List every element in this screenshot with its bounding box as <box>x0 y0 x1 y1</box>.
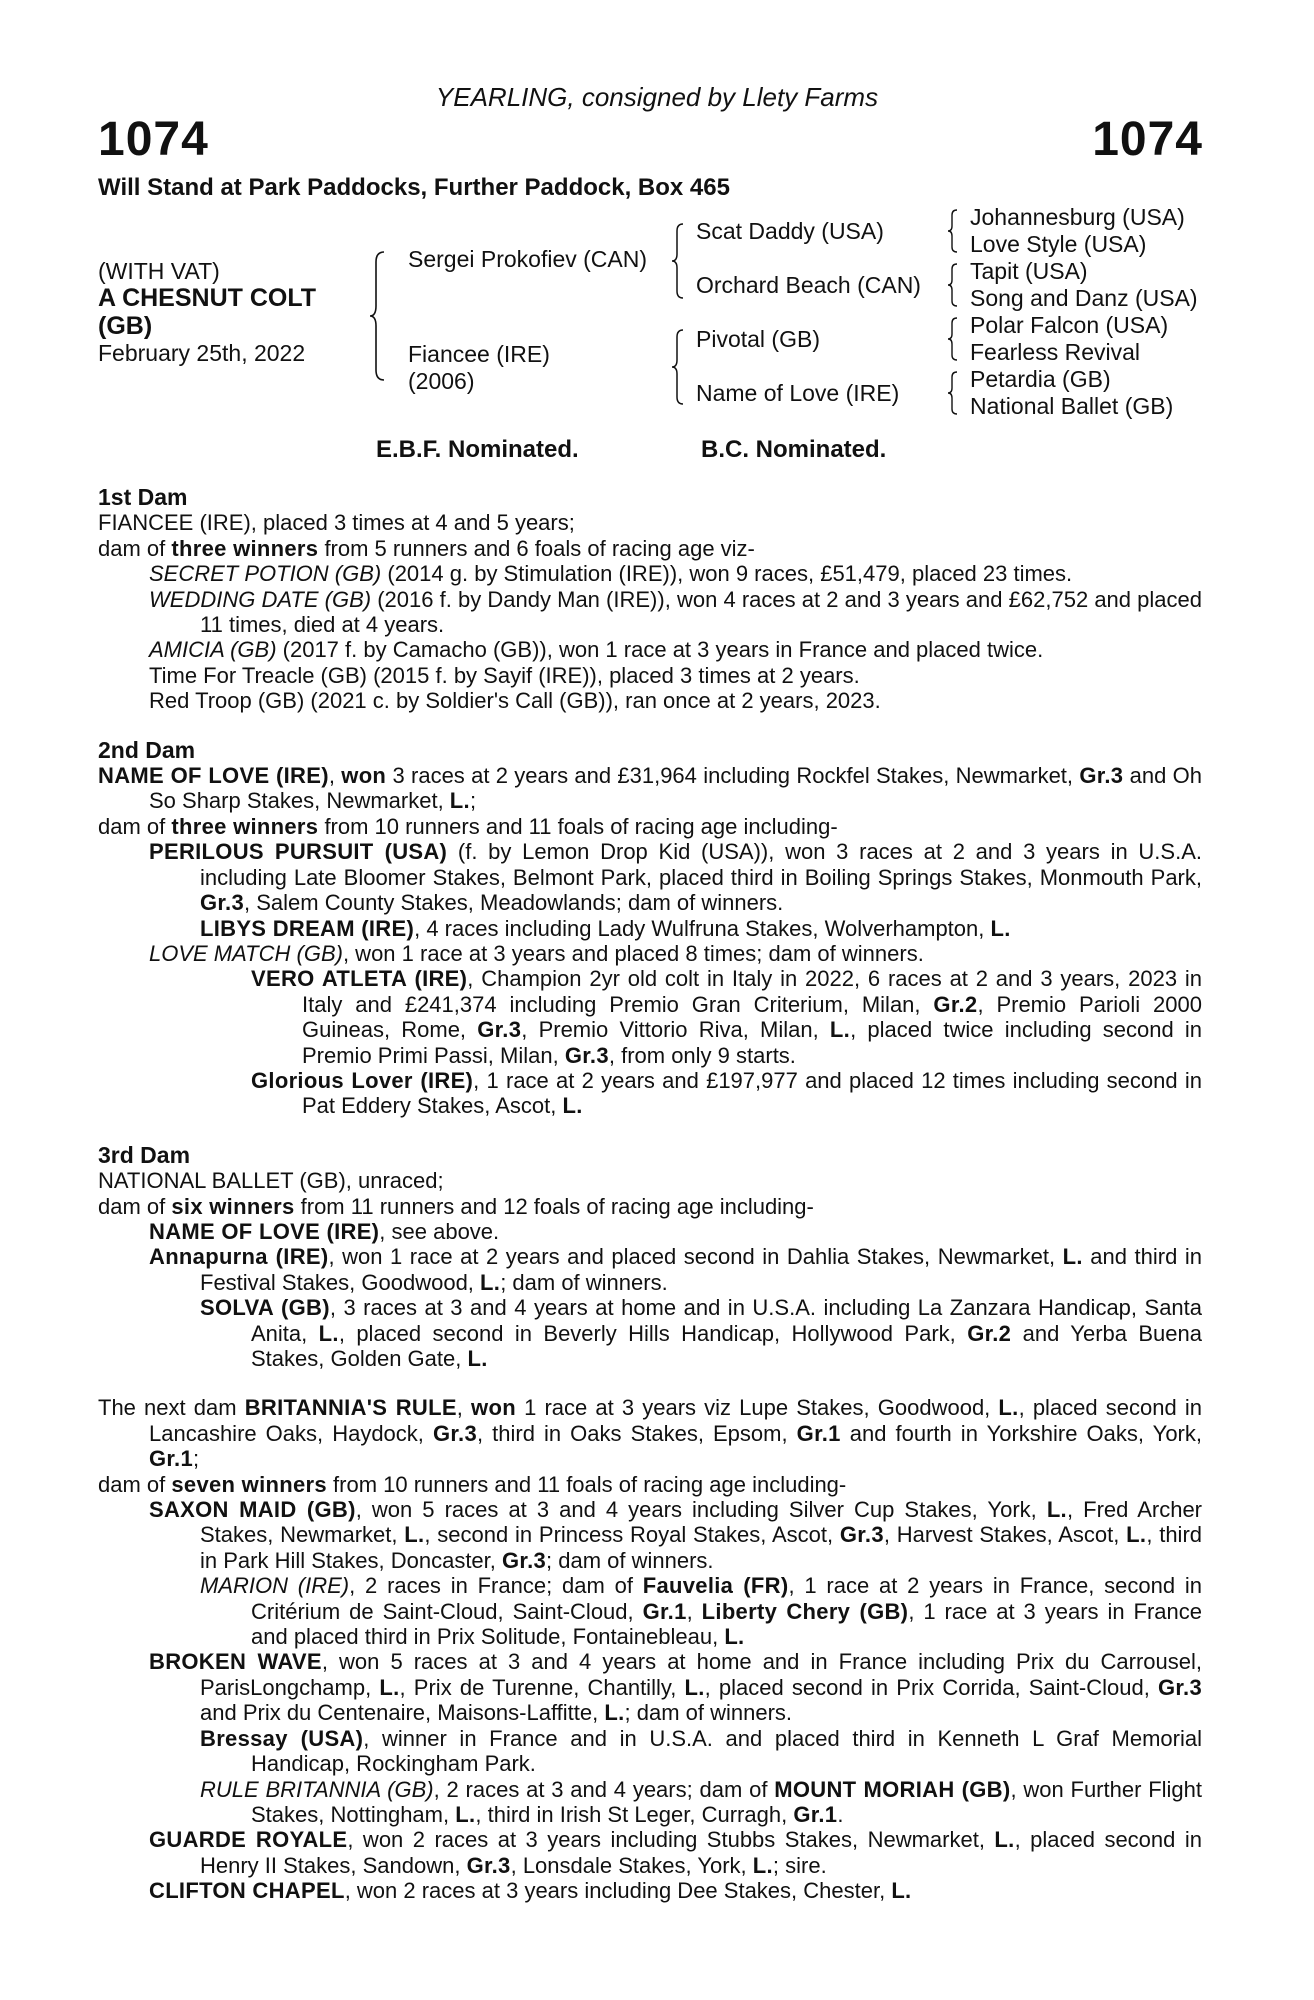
next-dam-grandproduce-marion: MARION (IRE), 2 races in France; dam of Fauvelia (FR), 1 race at 2 years in France, second in Critérium de Saint-Cloud, Saint-Cloud, Gr.1, Liberty Chery (GB), 1 race at 3 years in France and placed third in Prix Solitude, Fontainebleau, L. <box>200 1573 1203 1650</box>
first-dam-produce-4: Time For Treacle (GB) (2015 f. by Sayif (IRE)), placed 3 times at 2 years. <box>149 662 860 688</box>
foaling-date: February 25th, 2022 <box>98 340 306 366</box>
first-dam-produce-3: AMICIA (GB) (2017 f. by Camacho (GB)), won 1 race at 3 years in France and placed twice. <box>149 637 1044 663</box>
first-dam-intro: FIANCEE (IRE), placed 3 times at 4 and 5 years; <box>98 510 575 536</box>
pedigree-gen3-5: Polar Falcon (USA) <box>970 312 1169 338</box>
vat-note: (WITH VAT) <box>98 258 220 284</box>
first-dam-produce-summary: dam of three winners from 5 runners and 6 foals of racing age viz- <box>98 535 755 561</box>
third-dam-produce-name-of-love: NAME OF LOVE (IRE), see above. <box>149 1218 500 1244</box>
lot-number-right: 1074 <box>1092 113 1203 166</box>
pedigree-brace-g3-2 <box>946 262 960 308</box>
stabling-location: Will Stand at Park Paddocks, Further Paddock, Box 465 <box>98 174 730 201</box>
second-dam-grandproduce-vero-atleta: VERO ATLETA (IRE), Champion 2yr old colt in Italy in 2022, 6 races at 2 and 3 years, 2023 in Italy and £241,374 including Premio Gran Criterium, Milan, Gr.2, Premio Parioli 2000 Guineas, Rome, Gr.3, Premio Vittorio Riva, Milan, L., placed twice including second in Premio Primi Passi, Milan, Gr.3, from only 9 starts. <box>251 966 1203 1068</box>
next-dam-produce-saxon-maid: SAXON MAID (GB), won 5 races at 3 and 4 years including Silver Cup Stakes, York, L., Fred Archer Stakes, Newmarket, L., second in Princess Royal Stakes, Ascot, Gr.3, Harvest Stakes, Ascot, L., third in Park Hill Stakes, Doncaster, Gr.3; dam of winners. <box>149 1497 1203 1573</box>
horse-description-line2: (GB) <box>98 312 153 340</box>
ebf-nomination: E.B.F. Nominated. <box>376 436 579 463</box>
pedigree-dam <box>408 341 550 395</box>
second-dam-grandproduce-libys-dream: LIBYS DREAM (IRE), 4 races including Lady Wulfruna Stakes, Wolverhampton, L. <box>200 915 1011 941</box>
pedigree-brace-main <box>368 250 388 382</box>
first-dam-produce-2: WEDDING DATE (GB) (2016 f. by Dandy Man (IRE)), won 4 races at 2 and 3 years and £62,752 and placed 11 times, died at 4 years. <box>149 586 1202 638</box>
pedigree-gen3-8: National Ballet (GB) <box>970 393 1174 419</box>
second-dam-produce-love-match: LOVE MATCH (GB), won 1 race at 3 years and placed 8 times; dam of winners. <box>149 940 924 966</box>
pedigree-gen3-list <box>970 204 1198 420</box>
third-dam-produce-annapurna: Annapurna (IRE), won 1 race at 2 years and placed second in Dahlia Stakes, Newmarket, L. and third in Festival Stakes, Goodwood, L.; dam of winners. <box>149 1244 1202 1295</box>
bc-nomination: B.C. Nominated. <box>701 436 887 463</box>
horse-description-line1: A CHESNUT COLT <box>98 284 317 312</box>
first-dam-heading: 1st Dam <box>98 484 188 510</box>
pedigree-gen3-2: Love Style (USA) <box>970 231 1147 257</box>
pedigree-gen3-3: Tapit (USA) <box>970 258 1088 284</box>
third-dam-heading: 3rd Dam <box>98 1141 191 1168</box>
second-dam-produce-perilous-pursuit: PERILOUS PURSUIT (USA) (f. by Lemon Drop Kid (USA)), won 3 races at 2 and 3 years in U.S.A. including Late Bloomer Stakes, Belmont Park, placed third in Boiling Springs Stakes, Monmouth Park, Gr.3, Salem County Stakes, Meadowlands; dam of winners. <box>149 839 1202 916</box>
pedigree-sire: Sergei Prokofiev (CAN) <box>408 246 648 272</box>
next-dam-grandproduce-rule-britannia: RULE BRITANNIA (GB), 2 races at 3 and 4 years; dam of MOUNT MORIAH (GB), won Further Flight Stakes, Nottingham, L., third in Irish St Leger, Curragh, Gr.1. <box>200 1776 1203 1827</box>
pedigree-gen3-4: Song and Danz (USA) <box>970 285 1198 311</box>
second-dam-produce-summary: dam of three winners from 10 runners and 11 foals of racing age including- <box>98 813 838 839</box>
pedigree-brace-dam <box>670 328 686 406</box>
consignor-line: YEARLING, consigned by Llety Farms <box>435 82 879 112</box>
third-dam-intro: NATIONAL BALLET (GB), unraced; <box>98 1168 444 1194</box>
pedigree-brace-sire <box>670 222 686 300</box>
third-dam-produce-summary: dam of six winners from 11 runners and 12 foals of racing age including- <box>98 1193 814 1219</box>
third-dam-grandproduce-solva: SOLVA (GB), 3 races at 3 and 4 years at home and in U.S.A. including La Zanzara Handicap, Santa Anita, L., placed second in Beverly Hills Handicap, Hollywood Park, Gr.2 and Yerba Buena Stakes, Golden Gate, L. <box>200 1295 1203 1371</box>
pedigree-sire-dam: Orchard Beach (CAN) <box>696 272 921 298</box>
pedigree-dam-sire: Pivotal (GB) <box>696 326 820 352</box>
second-dam-heading: 2nd Dam <box>98 736 196 763</box>
horse-description <box>98 284 316 340</box>
next-dam-grandproduce-bressay: Bressay (USA), winner in France and in U.S.A. and placed third in Kenneth L Graf Memorial Handicap, Rockingham Park. <box>200 1725 1202 1777</box>
next-dam-produce-guarde-royale: GUARDE ROYALE, won 2 races at 3 years including Stubbs Stakes, Newmarket, L., placed second in Henry II Stakes, Sandown, Gr.3, Lonsdale Stakes, York, L.; sire. <box>149 1827 1202 1878</box>
first-dam-produce-5: Red Troop (GB) (2021 c. by Soldier's Call (GB)), ran once at 2 years, 2023. <box>149 688 881 714</box>
pedigree-gen3-1: Johannesburg (USA) <box>970 204 1185 230</box>
lot-number-left: 1074 <box>98 113 209 166</box>
next-dam-produce-summary: dam of seven winners from 10 runners and 11 foals of racing age including- <box>98 1471 847 1497</box>
pedigree-sire-sire: Scat Daddy (USA) <box>696 218 884 244</box>
pedigree-brace-g3-4 <box>946 370 960 416</box>
pedigree-gen3-6: Fearless Revival <box>970 339 1140 365</box>
pedigree-brace-g3-3 <box>946 316 960 362</box>
catalogue-body <box>98 485 1202 1904</box>
pedigree-dam-dam: Name of Love (IRE) <box>696 380 900 406</box>
pedigree-gen3-7: Petardia (GB) <box>970 366 1111 392</box>
first-dam-produce-1: SECRET POTION (GB) (2014 g. by Stimulation (IRE)), won 9 races, £51,479, placed 23 times. <box>149 561 1073 587</box>
next-dam-produce-broken-wave: BROKEN WAVE, won 5 races at 3 and 4 years at home and in France including Prix du Carrousel, ParisLongchamp, L., Prix de Turenne, Chantilly, L., placed second in Prix Corrida, Saint-Cloud, Gr.3 and Prix du Centenaire, Maisons-Laffitte, L.; dam of winners. <box>149 1649 1203 1726</box>
next-dam-produce-clifton-chapel: CLIFTON CHAPEL, won 2 races at 3 years including Dee Stakes, Chester, L. <box>149 1878 912 1904</box>
pedigree-brace-g3-1 <box>946 208 960 254</box>
pedigree-dam-year: (2006) <box>408 368 475 394</box>
pedigree-dam-name: Fiancee (IRE) <box>408 341 550 367</box>
next-dam-record: The next dam BRITANNIA'S RULE, won 1 race at 3 years viz Lupe Stakes, Goodwood, L., placed second in Lancashire Oaks, Haydock, Gr.3, third in Oaks Stakes, Epsom, Gr.1 and fourth in Yorkshire Oaks, York, Gr.1; <box>98 1395 1202 1472</box>
second-dam-record: NAME OF LOVE (IRE), won 3 races at 2 years and £31,964 including Rockfel Stakes, Newmarket, Gr.3 and Oh So Sharp Stakes, Newmarket, L.; <box>98 763 1202 814</box>
second-dam-grandproduce-glorious-lover: Glorious Lover (IRE), 1 race at 2 years and £197,977 and placed 12 times including second in Pat Eddery Stakes, Ascot, L. <box>251 1067 1202 1119</box>
